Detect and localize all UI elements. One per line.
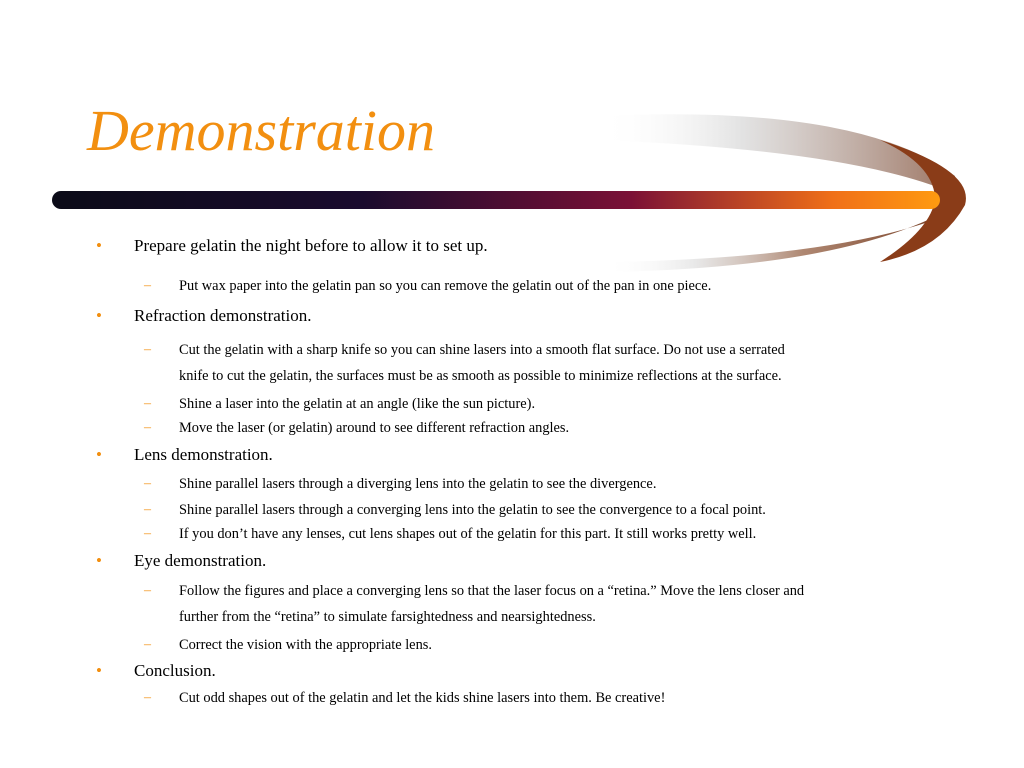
sub-bullet-marker: – [144,278,151,293]
sub-bullet-marker: – [144,342,151,357]
sub-bullet-marker: – [144,690,151,705]
sub-bullet-marker: – [144,637,151,652]
sub-bullet-text: Shine a laser into the gelatin at an angle (like the sun picture). [179,396,536,412]
bullet-marker: • [96,661,102,680]
sub-bullet-text: Shine parallel lasers through a converging lens into the gelatin to see the convergence to a focal point. [179,502,766,518]
sub-bullet-text: Correct the vision with the appropriate lens. [179,637,432,653]
title-underline-bar [52,191,940,209]
sub-bullet-text: Cut the gelatin with a sharp knife so you can shine lasers into a smooth flat surface. Do not use a serrated [179,342,785,358]
bullet-marker: • [96,551,102,570]
sub-bullet-marker: – [144,476,151,491]
bullet-item-text: Conclusion. [134,661,216,680]
bullet-item-text: Lens demonstration. [134,445,273,464]
sub-bullet-marker: – [144,526,151,541]
sub-bullet-marker: – [144,396,151,411]
bullet-item-text: Refraction demonstration. [134,306,312,325]
slide-title: Demonstration [87,98,435,163]
sub-bullet-text: further from the “retina” to simulate farsightedness and nearsightedness. [179,609,596,625]
bullet-item-text: Prepare gelatin the night before to allow it to set up. [134,236,488,255]
swoosh-upper-band [600,114,955,192]
bullet-marker: • [96,236,102,255]
sub-bullet-marker: – [144,420,151,435]
sub-bullet-text: If you don’t have any lenses, cut lens shapes out of the gelatin for this part. It still works pretty well. [179,526,757,542]
bullet-marker: • [96,445,102,464]
sub-bullet-text: knife to cut the gelatin, the surfaces must be as smooth as possible to minimize reflections at the surface. [179,368,782,384]
sub-bullet-text: Shine parallel lasers through a diverging lens into the gelatin to see the divergence. [179,476,657,492]
sub-bullet-marker: – [144,583,151,598]
swoosh-lower-band [605,200,965,272]
sub-bullet-text: Move the laser (or gelatin) around to see different refraction angles. [179,420,570,436]
bullet-item-text: Eye demonstration. [134,551,267,570]
sub-bullet-text: Cut odd shapes out of the gelatin and let the kids shine lasers into them. Be creative! [179,690,666,706]
sub-bullet-text: Follow the figures and place a converging lens so that the laser focus on a “retina.” Move the lens closer and [179,583,805,599]
bullet-marker: • [96,306,102,325]
sub-bullet-text: Put wax paper into the gelatin pan so you can remove the gelatin out of the pan in one piece. [179,278,712,294]
sub-bullet-marker: – [144,502,151,517]
